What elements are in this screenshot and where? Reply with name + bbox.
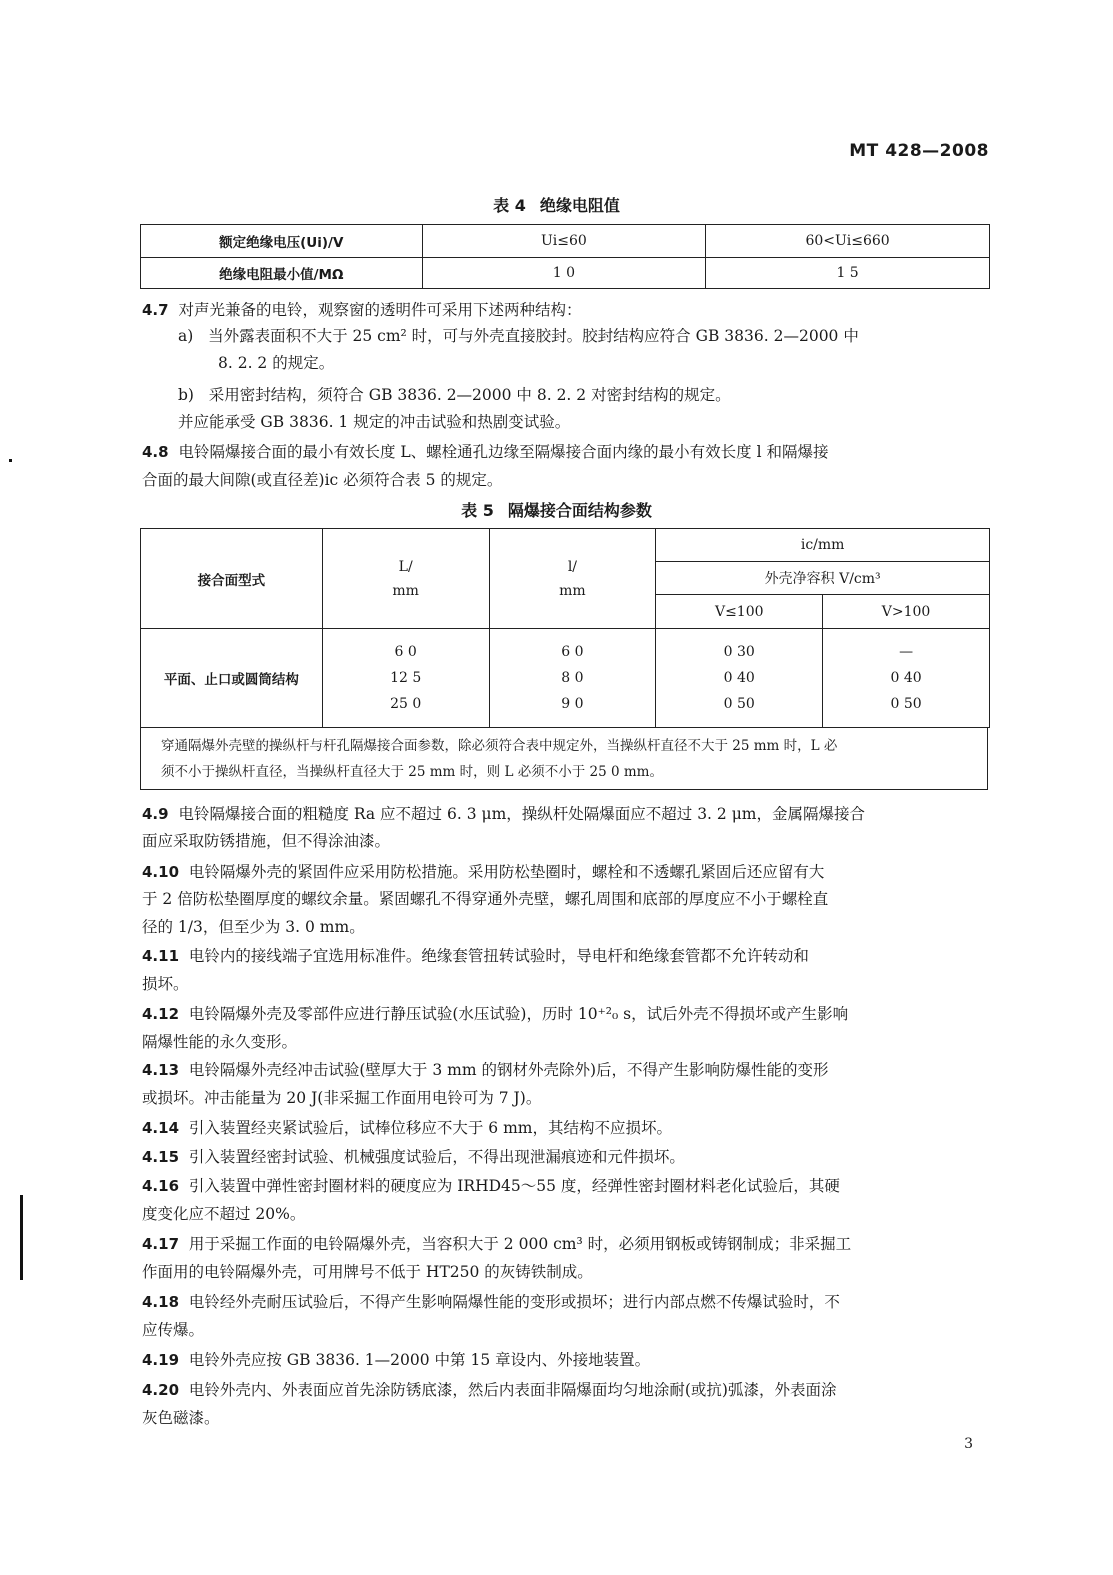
clause-number: 4.15 — [142, 1148, 180, 1166]
clause-4-11-cont: 损坏。 — [142, 975, 189, 993]
table5-v2-values — [823, 629, 990, 728]
table-cell: 6 0 — [561, 644, 584, 660]
table4-header-voltage: 额定绝缘电压(Ui)/V — [141, 225, 423, 258]
clause-4-10-cont: 于 2 倍防松垫圈厚度的螺纹余量。紧固螺孔不得穿通外壳壁，螺孔周围和底部的厚度应不小于螺栓直 — [142, 890, 829, 908]
table5-header-type: 接合面型式 — [141, 529, 323, 629]
clause-4-11 — [142, 946, 809, 966]
table-cell: 0 30 — [723, 644, 755, 660]
clause-4-15 — [142, 1147, 685, 1167]
clause-4-20-cont: 灰色磁漆。 — [142, 1409, 220, 1427]
table5-header-volume: 外壳净容积 V/cm³ — [656, 562, 990, 595]
table4-value2: 1 5 — [706, 258, 990, 289]
clause-4-16 — [142, 1176, 840, 1196]
clause-4-19 — [142, 1350, 650, 1370]
table5-header-v2: V>100 — [823, 595, 990, 629]
clause-4-9 — [142, 804, 865, 824]
clause-4-7-b — [178, 385, 731, 405]
table-cell: 0 40 — [723, 670, 755, 686]
table4-value1: 1 0 — [422, 258, 706, 289]
table4-number: 表 4 — [493, 196, 526, 215]
table4-header-col1: Ui≤60 — [422, 225, 706, 258]
table5-header-L — [322, 529, 489, 629]
table4-row-resistance: 绝缘电阻最小值/MΩ — [141, 258, 423, 289]
table-cell: 6 0 — [394, 644, 417, 660]
table-cell: 0 50 — [890, 696, 922, 712]
header-symbol: l/ — [567, 558, 578, 575]
clause-4-18-cont: 应传爆。 — [142, 1321, 205, 1339]
table4 — [140, 224, 990, 289]
clause-text: 引入装置经密封试验、机械强度试验后，不得出现泄漏痕迹和元件损坏。 — [188, 1148, 685, 1166]
clause-text: 电铃隔爆接合面的最小有效长度 L、螺栓通孔边缘至隔爆接合面内缘的最小有效长度 l 和隔爆接 — [178, 443, 829, 461]
table5-l-values — [489, 629, 656, 728]
scan-mark — [20, 1195, 23, 1280]
clause-text: 电铃经外壳耐压试验后，不得产生影响隔爆性能的变形或损坏；进行内部点燃不传爆试验时，不 — [188, 1293, 840, 1311]
clause-text: 电铃外壳内、外表面应首先涂防锈底漆，然后内表面非隔爆面均匀地涂耐(或抗)弧漆，外表面涂 — [188, 1381, 837, 1399]
table-cell: 25 0 — [390, 696, 422, 712]
table-cell: 0 40 — [890, 670, 922, 686]
clause-4-8-cont: 合面的最大间隙(或直径差)ic 必须符合表 5 的规定。 — [142, 471, 503, 489]
standard-number: MT 428—2008 — [849, 141, 989, 161]
clause-number: 4.11 — [142, 947, 180, 965]
clause-4-14 — [142, 1118, 672, 1138]
table5-v1-values — [656, 629, 823, 728]
table5-header-ic: ic/mm — [656, 529, 990, 562]
table-cell: 8 0 — [561, 670, 584, 686]
clause-4-7 — [142, 300, 581, 320]
clause-4-10 — [142, 862, 824, 882]
clause-4-16-cont: 度变化应不超过 20%。 — [142, 1205, 306, 1223]
clause-number: 4.18 — [142, 1293, 180, 1311]
item-label: a) — [178, 327, 194, 345]
table5-number: 表 5 — [461, 501, 494, 520]
note-line: 穿通隔爆外壳壁的操纵杆与杆孔隔爆接合面参数，除必须符合表中规定外，当操纵杆直径不大于 25 mm 时，L 必 — [161, 738, 838, 754]
header-unit: mm — [559, 582, 586, 599]
clause-number: 4.10 — [142, 863, 180, 881]
clause-text: 电铃隔爆接合面的粗糙度 Ra 应不超过 6. 3 μm，操纵杆处隔爆面应不超过 3. 2 μm，金属隔爆接合 — [178, 805, 865, 823]
table5-title: 隔爆接合面结构参数 — [507, 501, 652, 520]
note-line: 须不小于操纵杆直径，当操纵杆直径大于 25 mm 时，则 L 必须不小于 25 0 mm。 — [161, 764, 663, 780]
clause-number: 4.12 — [142, 1005, 180, 1023]
clause-4-12 — [142, 1004, 848, 1024]
clause-number: 4.9 — [142, 805, 169, 823]
clause-number: 4.14 — [142, 1119, 180, 1137]
header-symbol: L/ — [398, 558, 413, 575]
clause-number: 4.16 — [142, 1177, 180, 1195]
clause-text: 对声光兼备的电铃，观察窗的透明件可采用下述两种结构： — [178, 301, 582, 319]
item-text: 采用密封结构，须符合 GB 3836. 2—2000 中 8. 2. 2 对密封结构的规定。 — [208, 386, 731, 404]
table-cell: — — [899, 644, 914, 660]
table4-header-col2: 60<Ui≤660 — [706, 225, 990, 258]
clause-4-13-cont: 或损坏。冲击能量为 20 J(非采掘工作面用电铃可为 7 J)。 — [142, 1089, 542, 1107]
clause-text: 引入装置中弹性密封圈材料的硬度应为 IRHD45～55 度，经弹性密封圈材料老化试验后，其硬 — [188, 1177, 840, 1195]
scan-dot — [9, 459, 12, 462]
table5-row-type: 平面、止口或圆筒结构 — [141, 629, 323, 728]
table-cell: 0 50 — [723, 696, 755, 712]
clause-4-17 — [142, 1234, 851, 1254]
table5-header-l — [489, 529, 656, 629]
clause-text: 电铃隔爆外壳及零部件应进行静压试验(水压试验)，历时 10⁺²₀ s，试后外壳不得损坏或产生影响 — [188, 1005, 849, 1023]
clause-text: 引入装置经夹紧试验后，试棒位移应不大于 6 mm，其结构不应损坏。 — [188, 1119, 672, 1137]
table5 — [140, 528, 990, 728]
clause-number: 4.7 — [142, 301, 169, 319]
table-cell: 12 5 — [390, 670, 422, 686]
table4-caption — [0, 193, 1113, 216]
clause-number: 4.19 — [142, 1351, 180, 1369]
clause-text: 电铃隔爆外壳的紧固件应采用防松措施。采用防松垫圈时，螺栓和不透螺孔紧固后还应留有大 — [188, 863, 825, 881]
table5-caption — [0, 498, 1113, 521]
table5-note — [140, 728, 988, 790]
clause-4-10-cont2: 径的 1/3，但至少为 3. 0 mm。 — [142, 918, 365, 936]
clause-4-17-cont: 作面用的电铃隔爆外壳，可用牌号不低于 HT250 的灰铸铁制成。 — [142, 1263, 593, 1281]
clause-4-8 — [142, 442, 828, 462]
table-cell: 9 0 — [561, 696, 584, 712]
clause-number: 4.8 — [142, 443, 169, 461]
clause-number: 4.17 — [142, 1235, 180, 1253]
page-number: 3 — [964, 1436, 973, 1452]
clause-number: 4.13 — [142, 1061, 180, 1079]
clause-text: 电铃内的接线端子宜选用标准件。绝缘套管扭转试验时，导电杆和绝缘套管都不允许转动和 — [188, 947, 809, 965]
clause-number: 4.20 — [142, 1381, 180, 1399]
table4-title: 绝缘电阻值 — [539, 196, 620, 215]
clause-4-18 — [142, 1292, 840, 1312]
table5-L-values — [322, 629, 489, 728]
clause-4-20 — [142, 1380, 836, 1400]
item-label: b) — [178, 386, 194, 404]
table5-header-v1: V≤100 — [656, 595, 823, 629]
header-unit: mm — [392, 582, 419, 599]
clause-4-7-a — [178, 326, 859, 346]
clause-text: 电铃外壳应按 GB 3836. 1—2000 中第 15 章设内、外接地装置。 — [188, 1351, 651, 1369]
clause-4-7-extra: 并应能承受 GB 3836. 1 规定的冲击试验和热剧变试验。 — [178, 413, 571, 431]
clause-4-13 — [142, 1060, 829, 1080]
item-text: 当外露表面积不大于 25 cm² 时，可与外壳直接胶封。胶封结构应符合 GB 3836. 2—2000 中 — [208, 327, 859, 345]
clause-4-7-a-cont: 8. 2. 2 的规定。 — [218, 354, 335, 372]
clause-4-12-cont: 隔爆性能的永久变形。 — [142, 1033, 298, 1051]
clause-4-9-cont: 面应采取防锈措施，但不得涂油漆。 — [142, 832, 391, 850]
clause-text: 电铃隔爆外壳经冲击试验(壁厚大于 3 mm 的钢材外壳除外)后，不得产生影响防爆性能的变形 — [188, 1061, 829, 1079]
clause-text: 用于采掘工作面的电铃隔爆外壳，当容积大于 2 000 cm³ 时，必须用钢板或铸钢制成；非采掘工 — [188, 1235, 852, 1253]
